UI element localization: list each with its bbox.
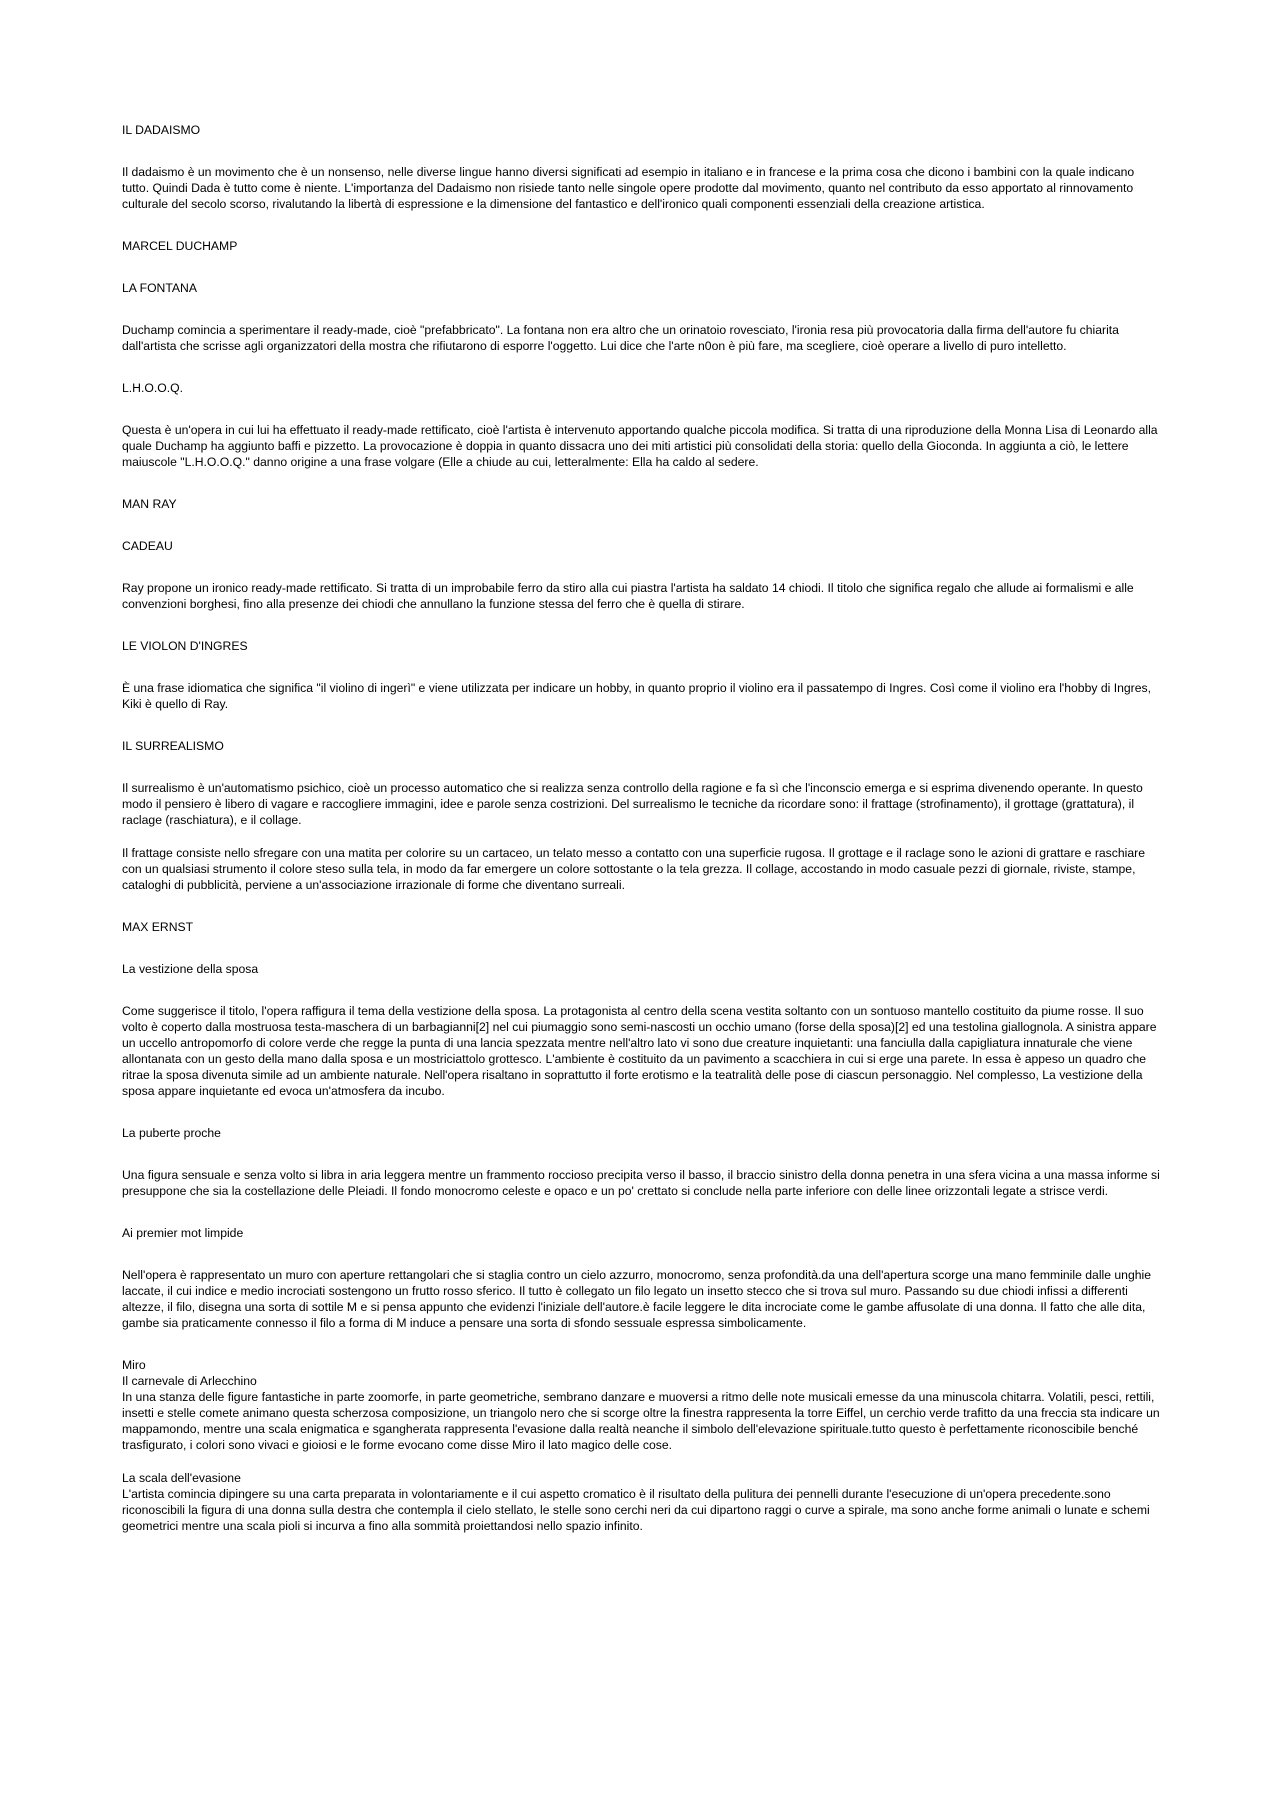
premier-heading: Ai premier mot limpide xyxy=(122,1226,244,1240)
scala-paragraph: L'artista comincia dipingere su una carta preparata in volontariamente e il cui aspetto cromatico è il risultato della pulitura dei pennelli durante l'esecuzione di un'opera precedente.sono riconoscibili la figura di una donna sulla destra che contempla il cielo stellato, le stelle sono cerchi neri da cui dipartono raggi o curve a spirale, ma sono anche forme animali o lunate e schemi geometrici mentre una scala pioli si incurva a fino alla sommità proiettandosi nello spazio infinito. xyxy=(122,1487,1150,1533)
cadeau-heading: CADEAU xyxy=(122,539,173,553)
sposa-heading: La vestizione della sposa xyxy=(122,962,259,976)
cadeau-paragraph: Ray propone un ironico ready-made rettificato. Si tratta di un improbabile ferro da stiro alla cui piastra l'artista ha saldato 14 chiodi. Il titolo che significa regalo che allude ai formalismi e alle convenzioni borghesi, fino alla presenze dei chiodi che annullano la funzione stessa del ferro che è quella di stirare. xyxy=(122,581,1134,611)
surrealismo-paragraph-2: Il frattage consiste nello sfregare con una matita per colorire su un cartaceo, un telato messo a contatto con una superficie rugosa. Il grottage e il raclage sono le azioni di grattare e raschiare con un qualsiasi strumento il colore steso sulla tela, in modo da far emergere un colore sottostante o la tela grezza. Il collage, accostando in modo casuale pezzi di giornale, riviste, stampe, cataloghi di pubblicità, perviene a un'associazione irrazionale di forme che diventano surreali. xyxy=(122,846,1145,892)
puberte-heading: La puberte proche xyxy=(122,1126,221,1140)
fontana-heading: LA FONTANA xyxy=(122,281,197,295)
arlecchino-paragraph: In una stanza delle figure fantastiche in parte zoomorfe, in parte geometriche, sembrano danzare e muoversi a ritmo delle note musicali emesse da una minuscola chitarra. Volatili, pesci, rettili, insetti e stelle comete animano questa scherzosa composizione, un triangolo nero che si scorge oltre la finestra rappresenta la torre Eiffel, un cerchio verde trafitto da una freccia sta indicare un mappamondo, mentre una scala enigmatica e sgangherata rappresenta l'evasione dalla realtà neanche il simbolo dell'elevazione spirituale.tutto questo è perfettamente riconoscibile benché trasfigurato, i colori sono vivaci e gioiosi e le forme evocano come disse Miro il lato magico delle cose. xyxy=(122,1390,1160,1452)
violon-paragraph: È una frase idiomatica che significa "il violino di ingerì" e viene utilizzata per indicare un hobby, in quanto proprio il violino era il passatempo di Ingres. Così come il violino era l'hobby di Ingres, Kiki è quello di Ray. xyxy=(122,681,1151,711)
fontana-paragraph: Duchamp comincia a sperimentare il ready-made, cioè "prefabbricato". La fontana non era altro che un orinatoio rovesciato, l'ironia resa più provocatoria dalla firma dell'autore fu chiarita dall'artista che scrisse agli organizzatori della mostra che rifiutarono di esporre l'oggetto. Lui dice che l'arte n0on è più fare, ma scegliere, cioè operare a livello di puro intelletto. xyxy=(122,323,1119,353)
scala-heading: La scala dell'evasione xyxy=(122,1471,241,1485)
violon-heading: LE VIOLON D'INGRES xyxy=(122,639,248,653)
arlecchino-heading: Il carnevale di Arlecchino xyxy=(122,1374,257,1388)
dadaismo-paragraph: Il dadaismo è un movimento che è un nonsenso, nelle diverse lingue hanno diversi significati ad esempio in italiano e in francese e la prima cosa che dicono i bambini con la quale indicano tutto. Quindi Dada è tutto come è niente. L'importanza del Dadaismo non risiede tanto nelle singole opere prodotte dal movimento, quanto nel contributo da esso apportato al rinnovamento culturale del secolo scorso, rivalutando la libertà di espressione e la dimensione del fantastico e dell'ironico quali componenti essenziali della creazione artistica. xyxy=(122,165,1135,211)
document-page xyxy=(122,122,1162,1534)
surrealismo-heading: IL SURREALISMO xyxy=(122,739,224,753)
premier-paragraph: Nell'opera è rappresentato un muro con aperture rettangolari che si staglia contro un cielo azzurro, monocromo, senza profondità.da una dell'apertura scorge una mano femminile dalle unghie laccate, il cui indice e medio incrociati sostengono un frutto rosso sferico. Il tutto è collegato un filo legato un insetto stecco che si trova sul muro. Passando su due chiodi infissi a differenti altezze, il filo, disegna una sorta di sottile M e si pensa appunto che evidenzi l'iniziale dell'autore.è facile leggere le dita incrociate come le gambe affusolate di una donna. Il fatto che alle dita, gambe sia praticamente connesso il filo a forma di M induce a pensare una sorta di sfondo sessuale espressa simbolicamente. xyxy=(122,1268,1151,1330)
surrealismo-paragraph-1: Il surrealismo è un'automatismo psichico, cioè un processo automatico che si realizza senza controllo della ragione e fa sì che l'inconscio emerga e si esprima divenendo operante. In questo modo il pensiero è libero di vagare e raccogliere immagini, idee e parole senza costrizioni. Del surrealismo le tecniche da ricordare sono: il frattage (strofinamento), il grottage (grattatura), il raclage (raschiatura), e il collage. xyxy=(122,781,1143,827)
miro-heading: Miro xyxy=(122,1358,146,1372)
puberte-paragraph: Una figura sensuale e senza volto si libra in aria leggera mentre un frammento roccioso precipita verso il basso, il braccio sinistro della donna penetra in una sfera vicina a una massa informe si presuppone che sia la costellazione delle Pleiadi. Il fondo monocromo celeste e opaco e un po' crettato si conclude nella parte inferiore con delle linee orizzontali legate a strisce verdi. xyxy=(122,1168,1160,1198)
lhooq-heading: L.H.O.O.Q. xyxy=(122,381,183,395)
ernst-heading: MAX ERNST xyxy=(122,920,194,934)
dadaismo-heading: IL DADAISMO xyxy=(122,123,201,137)
duchamp-heading: MARCEL DUCHAMP xyxy=(122,239,238,253)
manray-heading: MAN RAY xyxy=(122,497,177,511)
sposa-paragraph: Come suggerisce il titolo, l'opera raffigura il tema della vestizione della sposa. La protagonista al centro della scena vestita soltanto con un sontuoso mantello costituito da piume rosse. Il suo volto è coperto dalla mostruosa testa-maschera di un barbagianni[2] nel cui piumaggio sono semi-nascosti un occhio umano (forse della sposa)[2] ed una testolina giallognola. A sinistra appare un uccello antropomorfo di colore verde che regge la punta di una lancia spezzata mentre nell'altro lato vi sono due creature inquietanti: una fanciulla dalla capigliatura innaturale che viene allontanata con un gesto della mano dalla sposa e un mostriciattolo grottesco. L'ambiente è costituito da un pavimento a scacchiera in cui si erge una parete. In essa è appeso un quadro che ritrae la sposa divenuta simile ad un ambiente naturale. Nell'opera risaltano in soprattutto il forte erotismo e la teatralità delle pose di ciascun personaggio. Nel complesso, La vestizione della sposa appare inquietante ed evoca un'atmosfera da incubo. xyxy=(122,1004,1157,1098)
lhooq-paragraph: Questa è un'opera in cui lui ha effettuato il ready-made rettificato, cioè l'artista è intervenuto apportando qualche piccola modifica. Si tratta di una riproduzione della Monna Lisa di Leonardo alla quale Duchamp ha aggiunto baffi e pizzetto. La provocazione è doppia in quanto dissacra uno dei miti artistici più consolidati della storia: quello della Gioconda. In aggiunta a ciò, le lettere maiuscole "L.H.O.O.Q." danno origine a una frase volgare (Elle a chiude au cui, letteralmente: Ella ha caldo al sedere. xyxy=(122,423,1158,469)
